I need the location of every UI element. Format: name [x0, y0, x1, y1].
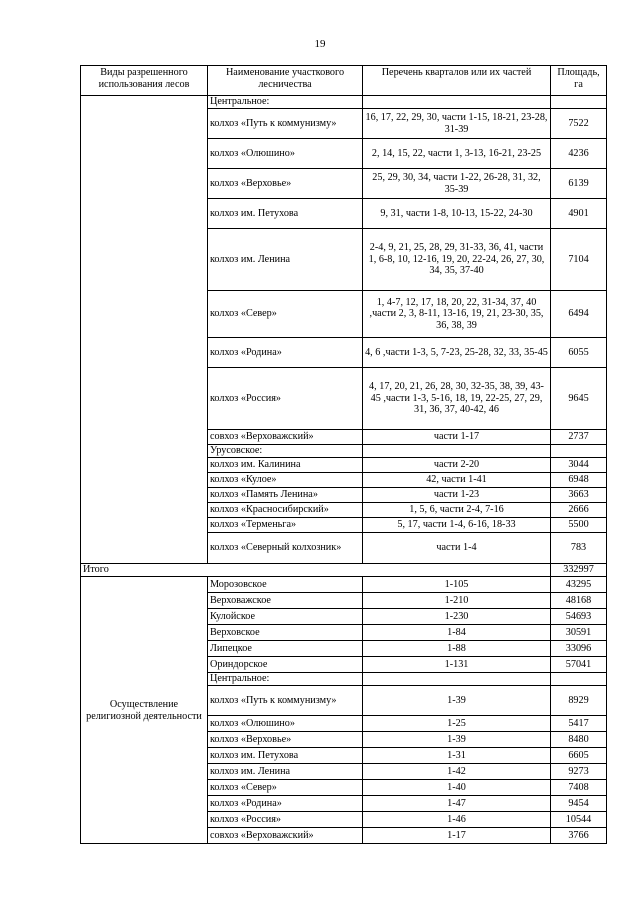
area-value: 33096: [551, 641, 607, 657]
blocks-list: 1-47: [363, 796, 551, 812]
page-number: 19: [314, 38, 326, 50]
forestry-name: Верховажское: [208, 593, 363, 609]
forestry-name: совхоз «Верховажский»: [208, 828, 363, 844]
forestry-name: колхоз «Верховье»: [208, 732, 363, 748]
blocks-list: 25, 29, 30, 34, части 1-22, 26-28, 31, 32, 35-39: [363, 169, 551, 199]
forestry-name: колхоз «Родина»: [208, 796, 363, 812]
forestry-group-name: Урусовское:: [208, 445, 363, 458]
area-value: [551, 673, 607, 686]
forestry-name: колхоз «Память Ленина»: [208, 488, 363, 503]
blocks-list: 1-17: [363, 828, 551, 844]
blocks-list: [363, 673, 551, 686]
area-value: 10544: [551, 812, 607, 828]
area-value: [551, 445, 607, 458]
total-row: [81, 564, 607, 577]
header-blocks: Перечень кварталов или их частей: [363, 66, 551, 96]
blocks-list: 5, 17, части 1-4, 6-16, 18-33: [363, 518, 551, 533]
forestry-name: колхоз «Олюшино»: [208, 716, 363, 732]
forestry-name: Ориндорское: [208, 657, 363, 673]
use-type-cell: Осуществление религиозной деятельности: [81, 577, 208, 844]
area-value: [551, 96, 607, 109]
area-value: 9273: [551, 764, 607, 780]
section-2-body: [81, 577, 607, 844]
area-value: 3044: [551, 458, 607, 473]
blocks-list: 1-31: [363, 748, 551, 764]
forestry-name: колхоз «Красносибирский»: [208, 503, 363, 518]
forestry-group-row: [81, 96, 607, 109]
blocks-list: 1-84: [363, 625, 551, 641]
table-row: [81, 577, 607, 593]
blocks-list: 1-46: [363, 812, 551, 828]
blocks-list: 1-230: [363, 609, 551, 625]
area-value: 7522: [551, 109, 607, 139]
forestry-name: колхоз «Северный колхозник»: [208, 533, 363, 564]
area-value: 6948: [551, 473, 607, 488]
blocks-list: 1, 5, 6, части 2-4, 7-16: [363, 503, 551, 518]
blocks-list: 1-42: [363, 764, 551, 780]
area-value: 3663: [551, 488, 607, 503]
area-value: 6494: [551, 291, 607, 338]
forestry-name: колхоз «Верховье»: [208, 169, 363, 199]
blocks-list: 1-25: [363, 716, 551, 732]
forestry-name: колхоз «Север»: [208, 780, 363, 796]
area-value: 2737: [551, 430, 607, 445]
blocks-list: 4, 6 ,части 1-3, 5, 7-23, 25-28, 32, 33, 35-45: [363, 338, 551, 368]
area-value: 6055: [551, 338, 607, 368]
forestry-name: колхоз «Путь к коммунизму»: [208, 109, 363, 139]
area-value: 7104: [551, 229, 607, 291]
blocks-list: 1, 4-7, 12, 17, 18, 20, 22, 31-34, 37, 40 ,части 2, 3, 8-11, 13-16, 19, 21, 23-30, 35, 36, 38, 39: [363, 291, 551, 338]
forestry-name: колхоз «Путь к коммунизму»: [208, 686, 363, 716]
area-value: 57041: [551, 657, 607, 673]
area-value: 54693: [551, 609, 607, 625]
blocks-list: 9, 31, части 1-8, 10-13, 15-22, 24-30: [363, 199, 551, 229]
area-value: 7408: [551, 780, 607, 796]
blocks-list: 1-210: [363, 593, 551, 609]
blocks-list: 1-88: [363, 641, 551, 657]
blocks-list: 16, 17, 22, 29, 30, части 1-15, 18-21, 23-28, 31-39: [363, 109, 551, 139]
blocks-list: 1-40: [363, 780, 551, 796]
forestry-name: колхоз «Россия»: [208, 812, 363, 828]
header-row: [81, 66, 607, 96]
forestry-name: Липецкое: [208, 641, 363, 657]
area-value: 6139: [551, 169, 607, 199]
area-value: 3766: [551, 828, 607, 844]
area-value: 783: [551, 533, 607, 564]
blocks-list: 1-131: [363, 657, 551, 673]
area-value: 48168: [551, 593, 607, 609]
forestry-name: Верховское: [208, 625, 363, 641]
forestry-name: колхоз им. Ленина: [208, 764, 363, 780]
header-area: Площадь, га: [551, 66, 607, 96]
forestry-name: колхоз «Север»: [208, 291, 363, 338]
area-value: 6605: [551, 748, 607, 764]
blocks-list: 2, 14, 15, 22, части 1, 3-13, 16-21, 23-25: [363, 139, 551, 169]
area-value: 5417: [551, 716, 607, 732]
forestry-name: колхоз «Россия»: [208, 368, 363, 430]
area-value: 9454: [551, 796, 607, 812]
use-type-cell: [81, 96, 208, 564]
forestry-name: колхоз «Олюшино»: [208, 139, 363, 169]
forestry-name: Морозовское: [208, 577, 363, 593]
area-value: 43295: [551, 577, 607, 593]
header-forestry: Наименование участкового лесничества: [208, 66, 363, 96]
forestry-name: совхоз «Верховажский»: [208, 430, 363, 445]
area-value: 4901: [551, 199, 607, 229]
area-value: 9645: [551, 368, 607, 430]
header-use-type: Виды разрешенного использования лесов: [81, 66, 208, 96]
forestry-group-name: Центральное:: [208, 96, 363, 109]
blocks-list: 2-4, 9, 21, 25, 28, 29, 31-33, 36, 41, части 1, 6-8, 10, 12-16, 19, 20, 22-24, 26, 27, 30, 34, 35, 37-40: [363, 229, 551, 291]
area-value: 30591: [551, 625, 607, 641]
forestry-name: колхоз «Терменьга»: [208, 518, 363, 533]
area-value: 4236: [551, 139, 607, 169]
blocks-list: части 1-23: [363, 488, 551, 503]
blocks-list: 1-39: [363, 732, 551, 748]
blocks-list: части 2-20: [363, 458, 551, 473]
area-value: 8929: [551, 686, 607, 716]
forestry-group-name: Центральное:: [208, 673, 363, 686]
forestry-name: колхоз «Родина»: [208, 338, 363, 368]
blocks-list: 42, части 1-41: [363, 473, 551, 488]
forestry-name: колхоз им. Калинина: [208, 458, 363, 473]
forestry-name: колхоз им. Петухова: [208, 748, 363, 764]
area-value: 2666: [551, 503, 607, 518]
blocks-list: 4, 17, 20, 21, 26, 28, 30, 32-35, 38, 39, 43-45 ,части 1-3, 5-16, 18, 19, 22-25, 27, 29, 31, 36, 37, 40-42, 46: [363, 368, 551, 430]
forestry-name: колхоз «Кулое»: [208, 473, 363, 488]
area-value: 5500: [551, 518, 607, 533]
forestry-name: Кулойское: [208, 609, 363, 625]
total-body: [81, 564, 607, 577]
total-label: Итого: [81, 564, 551, 577]
blocks-list: 1-105: [363, 577, 551, 593]
blocks-list: [363, 96, 551, 109]
blocks-list: [363, 445, 551, 458]
section-1-body: [81, 96, 607, 564]
total-area: 332997: [551, 564, 607, 577]
forestry-name: колхоз им. Ленина: [208, 229, 363, 291]
forestry-name: колхоз им. Петухова: [208, 199, 363, 229]
forest-use-table: [80, 65, 607, 844]
blocks-list: части 1-4: [363, 533, 551, 564]
area-value: 8480: [551, 732, 607, 748]
blocks-list: 1-39: [363, 686, 551, 716]
blocks-list: части 1-17: [363, 430, 551, 445]
